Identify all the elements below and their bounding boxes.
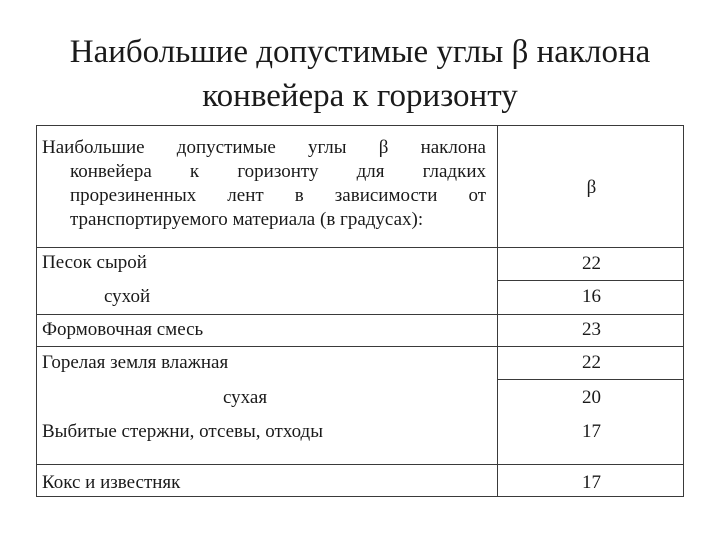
row-label-molding-mix: Формовочная смесь [42,319,204,340]
row-divider [37,346,683,347]
header-line: прорезиненных лент в зависимости от [70,185,486,206]
table-header-symbol: β [586,177,597,198]
slide-title [0,30,720,118]
row-divider [37,314,683,315]
angles-table [36,125,684,497]
table-header-description [42,136,486,232]
row-divider [37,247,683,248]
row-value-sand-wet: 22 [582,253,601,274]
header-line: транспортируемого материала (в градусах): [70,209,424,230]
row-value-sand-dry: 16 [582,286,601,307]
row-label-coke-limestone: Кокс и известняк [42,472,181,493]
row-label-burnt-earth-dry: сухая [223,387,268,408]
slide-title-line-1: Наибольшие допустимые углы β наклона [69,34,651,70]
row-label-burnt-earth-wet: Горелая земля влажная [42,352,229,373]
row-value-burnt-earth-wet: 22 [582,352,601,373]
row-value-knocked-out-cores: 17 [582,421,601,442]
row-divider [37,464,683,465]
header-line: конвейера к горизонту для гладких [70,161,486,182]
row-value-burnt-earth-dry: 20 [582,387,601,408]
row-label-sand-dry: сухой [104,286,151,307]
row-label-sand-wet: Песок сырой [42,252,147,273]
row-divider [497,280,683,281]
row-value-coke-limestone: 17 [582,472,601,493]
row-value-molding-mix: 23 [582,319,601,340]
header-line: Наибольшие допустимые углы β наклона [42,137,486,158]
row-label-knocked-out-cores: Выбитые стержни, отсевы, отходы [42,421,323,442]
row-divider [497,379,683,380]
slide-title-line-2: конвейера к горизонту [202,78,518,114]
